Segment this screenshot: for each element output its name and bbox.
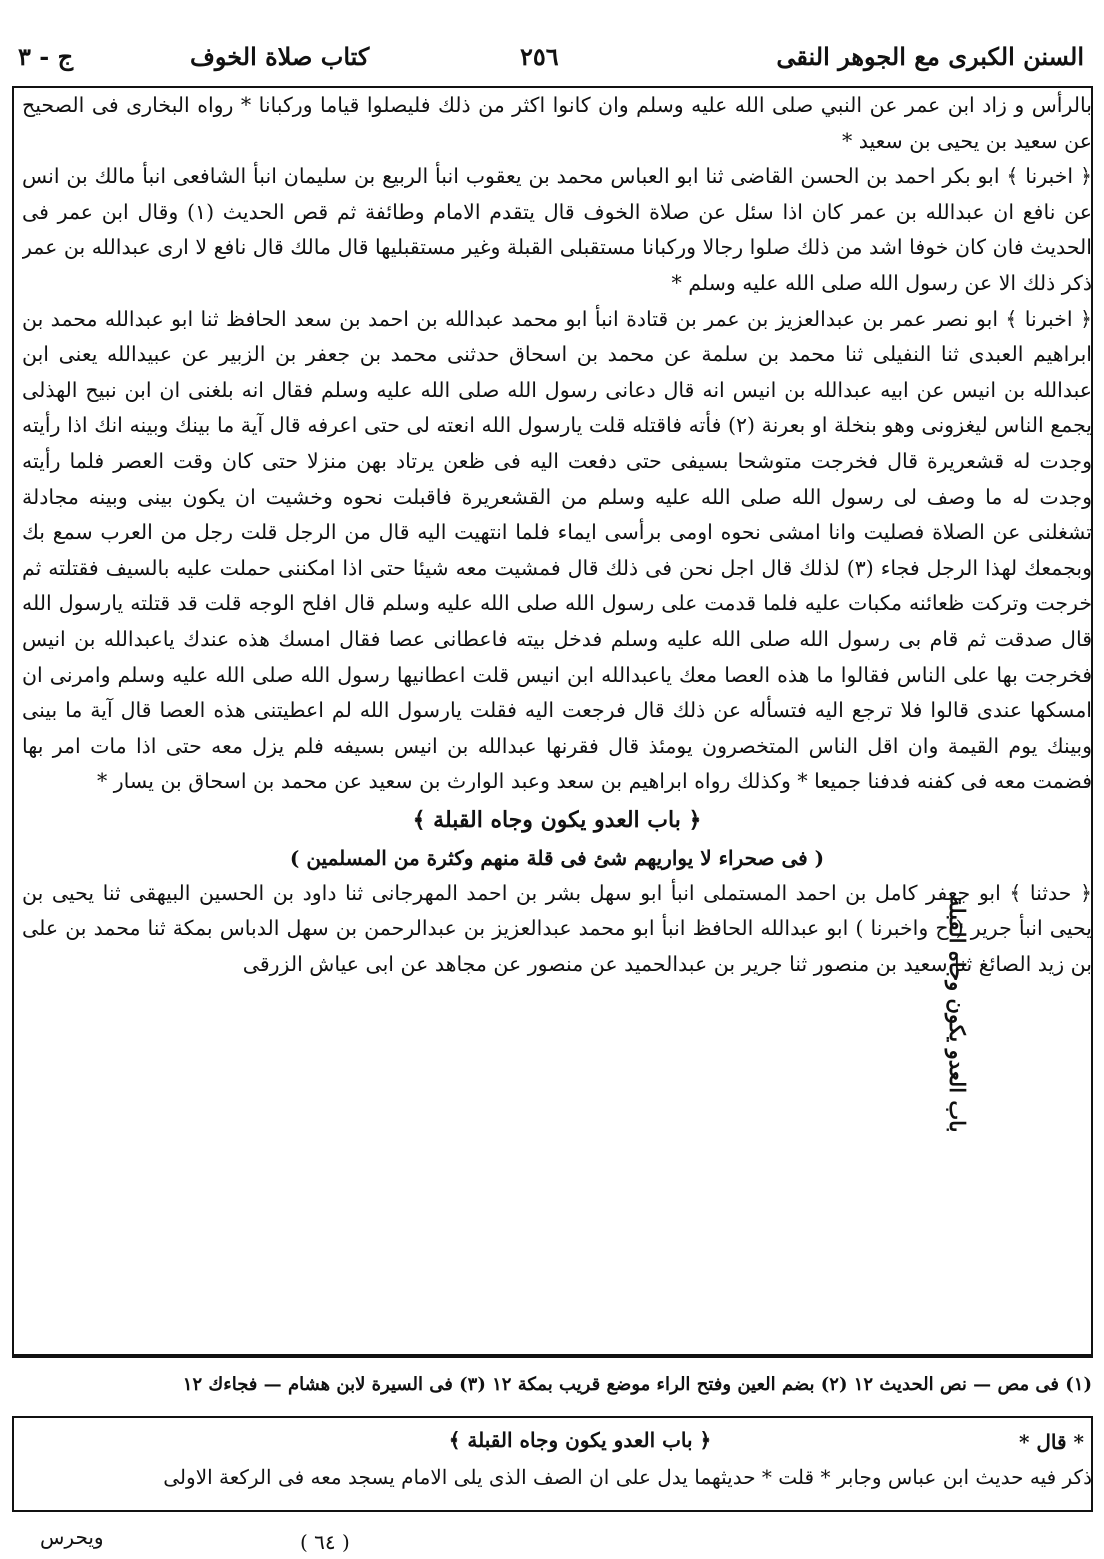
page-header bbox=[12, 36, 1092, 86]
page-number-header: ٢٥٦ bbox=[520, 42, 559, 71]
margin-section-label: باب العدو يكون وجاه القبلة bbox=[945, 895, 970, 1133]
paragraph: بالرأس و زاد ابن عمر عن النبي صلى الله عليه وسلم وان كانوا اكثر من ذلك فليصلوا قياما وركبانا * رواه البخارى فى الصحيح عن سعيد بن يحيى بن سعيد * bbox=[22, 93, 1092, 153]
footnotes: (١) فى مص — نص الحديث ١٢ (٢) بضم العين وفتح الراء موضع قريب بمكة ١٢ (٣) فى السيرة لابن هشام — فجاءك ١٢ bbox=[182, 1374, 1092, 1395]
section-subtitle: ( فى صحراء لا يواريهم شئ فى قلة منهم وكثرة من المسلمين ) bbox=[289, 845, 825, 870]
footnote-divider bbox=[12, 1356, 1093, 1358]
commentary-text: ذكر فيه حديث ابن عباس وجابر * قلت * حديثهما يدل على ان الصف الذى يلى الامام يسجد معه فى الركعة الاولى bbox=[163, 1465, 1092, 1489]
commentary-qal: * قال * bbox=[1018, 1430, 1084, 1454]
paragraph: ﴿ حدثنا ﴾ ابو جعفر كامل بن احمد المستملى انبأ ابو سهل بشر بن احمد المهرجانى ثنا داود بن الحسين البيهقى ثنا يحيى بن يحيى انبأ جرير ( ح واخبرنا ) ابو عبدالله الحافظ انبأ ابو محمد عبدالعزيز بن عبدالرحمن بن سهل الدباس بمكة ثنا محمد بن على بن زيد الصائغ ثنا سعيد بن منصور ثنا جرير بن عبدالحميد عن منصور عن مجاهد عن ابى عياش الزرقى bbox=[22, 880, 1092, 977]
page-number: ( ٦٤ ) bbox=[300, 1530, 350, 1554]
commentary-title: ﴿ باب العدو يكون وجاه القبلة ﴾ bbox=[448, 1428, 712, 1452]
section-title: ﴿ باب العدو يكون وجاه القبلة ﴾ bbox=[412, 806, 702, 833]
body-text bbox=[22, 88, 1092, 1378]
commentary-divider bbox=[12, 1416, 1093, 1418]
paragraph: ﴿ اخبرنا ﴾ ابو بكر احمد بن الحسن القاضى ثنا ابو العباس محمد بن يعقوب انبأ الربيع بن سليمان انبأ الشافعى انبأ مالك بن انس عن نافع ان عبدالله بن عمر كان اذا سئل عن صلاة الخوف قال يتقدم الامام وطائفة ثم قص الحديث (١) وقال ابن عمر فى الحديث فان كان خوفا اشد من ذلك صلوا رجالا وركبانا مستقبلى القبلة وغير مستقبليها قال مالك قال نافع لا ارى عبدالله بن عمر ذكر ذلك الا عن رسول الله صلى الله عليه وسلم * bbox=[22, 164, 1092, 295]
catchword: ويحرس bbox=[40, 1525, 104, 1549]
chapter-title: كتاب صلاة الخوف bbox=[190, 42, 370, 71]
paragraph: ﴿ اخبرنا ﴾ ابو نصر عمر بن عبدالعزيز بن عمر بن قتادة انبأ ابو محمد عبدالله بن احمد بن سعد الحافظ ثنا ابو عبدالله محمد بن ابراهيم العبدى ثنا النفيلى ثنا محمد بن سلمة عن محمد بن اسحاق حدثنى محمد بن جعفر بن الزبير عن عبيدالله يعنى ابن عبدالله بن انيس عن ابيه عبدالله بن انيس انه قال دعانى رسول الله صلى الله عليه وسلم فقال انه بلغنى ان ابن نبيح الهذلى يجمع الناس ليغزونى وهو بنخلة او بعرنة (٢) فأته فاقتله قلت يارسول الله انعته لى حتى اعرفه قال آية ما بينك وبينه انك اذا رأيته وجدت له قشعريرة قال فخرجت متوشحا بسيفى حتى دفعت اليه فى ظعن يرتاد بهن منزلا حتى كان وقت العصر فلما رأيته وجدت له ما وصف لى رسول الله صلى الله عليه وسلم من القشعريرة فاقبلت نحوه وخشيت ان يكون بينى وبينه مجادلة تشغلنى عن الصلاة فصليت وانا امشى نحوه اومى برأسى ايماء فلما انتهيت اليه قال من الرجل قلت رجل من العرب سمع بك وبجمعك لهذا الرجل فجاء (٣) لذلك قال اجل نحن فى ذلك قال فمشيت معه شيئا حتى اذا امكننى حملت عليه بالسيف فقتلته ثم خرجت وتركت ظعائنه مكبات عليه فلما قدمت على رسول الله صلى الله عليه وسلم قال افلح الوجه قلت قد قتلته يارسول الله قال صدقت ثم قام بى رسول الله صلى الله عليه وسلم فدخل بيته فاعطانى عصا فقال امسك هذه عندك ياعبدالله بن انيس فخرجت بها على الناس فقالوا ما هذه العصا معك ياعبدالله ابن انيس قلت اعطانيها رسول الله صلى الله عليه وسلم وامرنى ان امسكها عندى قالوا فلا ترجع اليه فتسأله عن ذلك قال فرجعت اليه فقلت يارسول الله لم اعطيتنى هذه العصا قال آية ما بينى وبينك يوم القيمة وان اقل الناس المتخصرون يومئذ قال فقرنها عبدالله بن انيس بسيفه فلم يزل معه حتى اذا مات امر بها فضمت معه فى كفنه فدفنا جميعا * وكذلك رواه ابراهيم بن سعد وعبد الوارث بن سعيد عن محمد بن اسحاق بن يسار * bbox=[22, 306, 1092, 794]
book-title: السنن الكبرى مع الجوهر النقى bbox=[776, 42, 1084, 71]
volume-label: ج - ٣ bbox=[18, 42, 74, 71]
